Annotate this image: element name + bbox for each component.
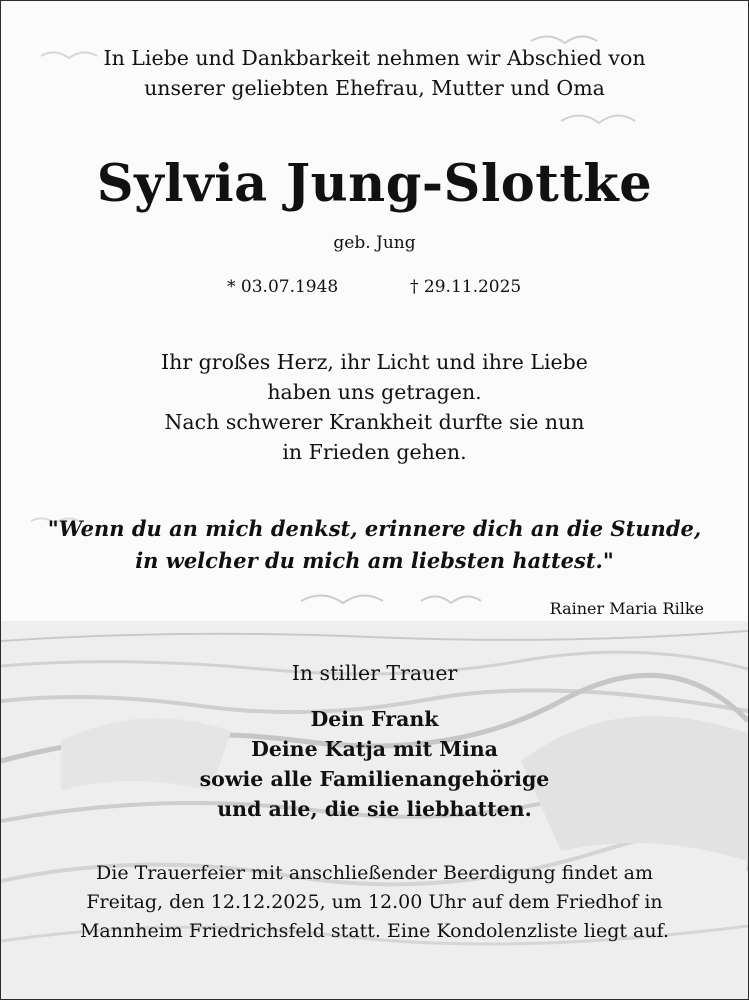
birth-date: * 03.07.1948 [227,277,339,297]
deceased-name: Sylvia Jung-Slottke [96,154,653,214]
mourner-line: Dein Frank [310,707,439,731]
intro-line: unserer geliebten Ehefrau, Mutter und Oma [144,76,605,100]
mourner-line: Deine Katja mit Mina [251,737,498,761]
intro-line: In Liebe und Dankbarkeit nehmen wir Abschied von [103,46,646,70]
rilke-quote [1,513,748,577]
poem-line: haben uns getragen. [267,380,482,404]
funeral-info [1,859,748,946]
mourners-list [1,704,748,824]
poem-line: Ihr großes Herz, ihr Licht und ihre Liebe [161,350,588,374]
mourning-heading: In stiller Trauer [291,661,458,685]
funeral-line: Mannheim Friedrichsfeld statt. Eine Kondolenzliste liegt auf. [79,920,670,942]
mourner-line: und alle, die sie liebhatten. [217,797,532,821]
intro-text [1,43,748,103]
poem-line: Nach schwerer Krankheit durfte sie nun [164,410,585,434]
death-date: † 29.11.2025 [410,277,522,297]
quote-author: Rainer Maria Rilke [549,599,704,618]
quote-line: "Wenn du an mich denkst, erinnere dich an die Stunde, [47,516,702,541]
poem-line: in Frieden gehen. [282,440,467,464]
mourner-line: sowie alle Familienangehörige [199,767,550,791]
poem-text [1,347,748,467]
birth-name: geb. Jung [333,233,416,253]
funeral-line: Freitag, den 12.12.2025, um 12.00 Uhr auf dem Friedhof in [86,891,663,913]
funeral-line: Die Trauerfeier mit anschließender Beerdigung findet am [96,862,653,884]
quote-line: in welcher du mich am liebsten hattest." [135,548,614,573]
